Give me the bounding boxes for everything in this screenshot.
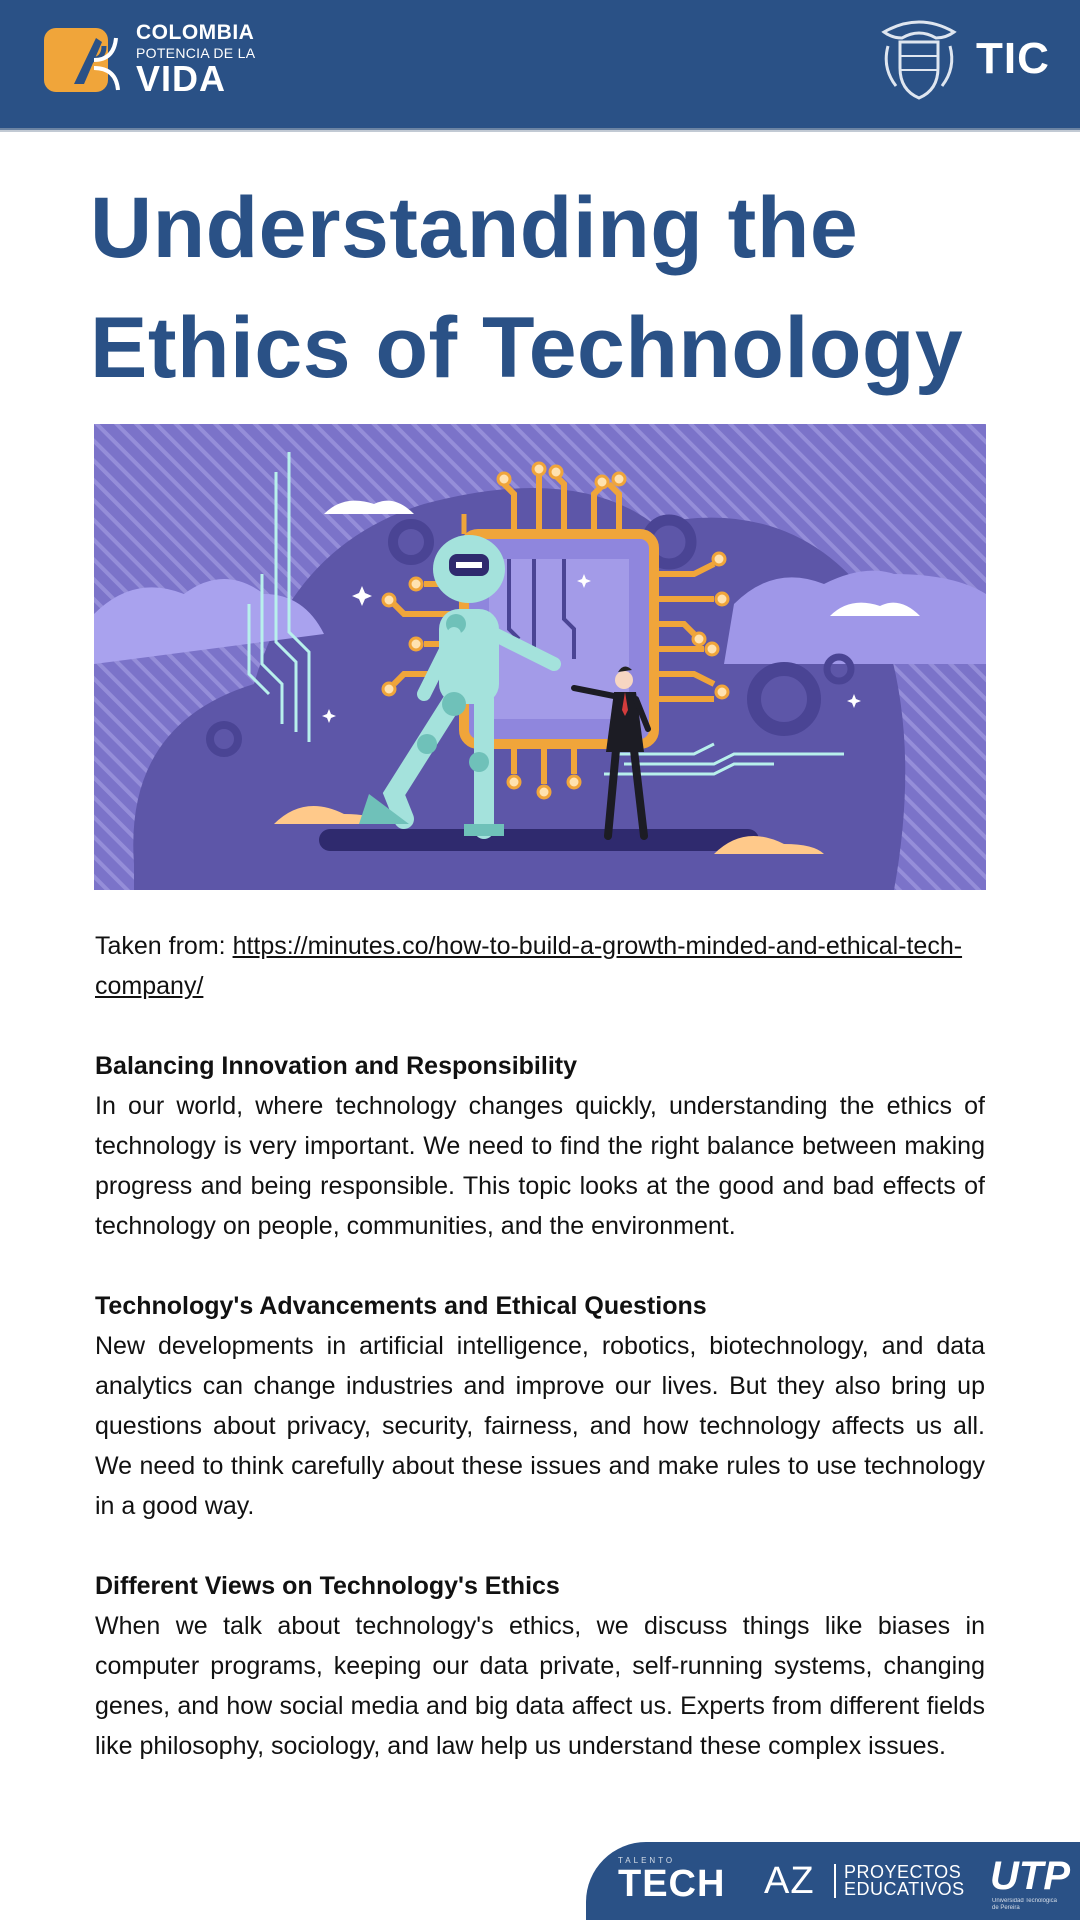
colombia-crest-icon [878, 16, 960, 106]
brand-line-3: VIDA [136, 58, 227, 99]
section-views [95, 1566, 985, 1766]
tech-label: TECH [618, 1863, 726, 1905]
section-body: In our world, where technology changes quickly, understanding the ethics of technology is very important. We need to find the right balance between making progress and being responsible. This topic looks at the good and bad effects of technology on people, communities, and the environment. [95, 1092, 985, 1240]
source-prefix: Taken from: [95, 932, 233, 960]
talento-label: TALENTO [618, 1856, 676, 1865]
section-heading: Technology's Advancements and Ethical Questions [95, 1292, 707, 1320]
brand-line-2: POTENCIA DE LA [136, 45, 256, 61]
banner-shadow [0, 128, 1080, 132]
section-balancing [95, 1046, 985, 1246]
utp-subtitle: Universidad Tecnológica de Pereira [992, 1898, 1057, 1911]
section-body: New developments in artificial intelligence, robotics, biotechnology, and data analytics can change industries and improve our lives. But they also bring up questions about privacy, security, fairness, and how technology affects us all. We need to think carefully about these issues and make rules to use technology in a good way. [95, 1332, 985, 1520]
colombia-vida-wordmark [136, 22, 255, 97]
section-advancements [95, 1286, 985, 1526]
utp-logo: UTP [990, 1854, 1070, 1898]
proyectos-line-2: EDUCATIVOS [844, 1879, 965, 1899]
section-heading: Balancing Innovation and Responsibility [95, 1052, 577, 1080]
section-heading: Different Views on Technology's Ethics [95, 1572, 560, 1600]
brand-line-1: COLOMBIA [136, 21, 255, 44]
title-line-2: Ethics of Technology [90, 300, 964, 396]
section-body: When we talk about technology's ethics, we discuss things like biases in computer programs, keeping our data private, self-running systems, changing genes, and how social media and big data affect us. Experts from different fields like philosophy, sociology, and law help us understand these complex issues. [95, 1612, 985, 1760]
tic-label: TIC [976, 34, 1050, 83]
source-link[interactable]: https://minutes.co/how-to-build-a-growth-minded-and-ethical-tech-company/ [95, 932, 963, 1000]
footer-sponsor-bar [586, 1842, 1080, 1920]
article-body [95, 926, 985, 1766]
proyectos-line-1: PROYECTOS [844, 1862, 962, 1882]
talento-tech-logo [618, 1856, 725, 1903]
top-banner [0, 0, 1080, 130]
logo-divider [834, 1864, 836, 1898]
robot-circuit-illustration [94, 424, 986, 890]
az-logo: AZ [764, 1860, 815, 1902]
proyectos-educativos-label [844, 1864, 965, 1898]
source-line [95, 926, 985, 1006]
page-title [90, 168, 1010, 408]
title-line-1: Understanding the [90, 180, 859, 276]
colombia-vida-logo-icon [44, 24, 120, 96]
